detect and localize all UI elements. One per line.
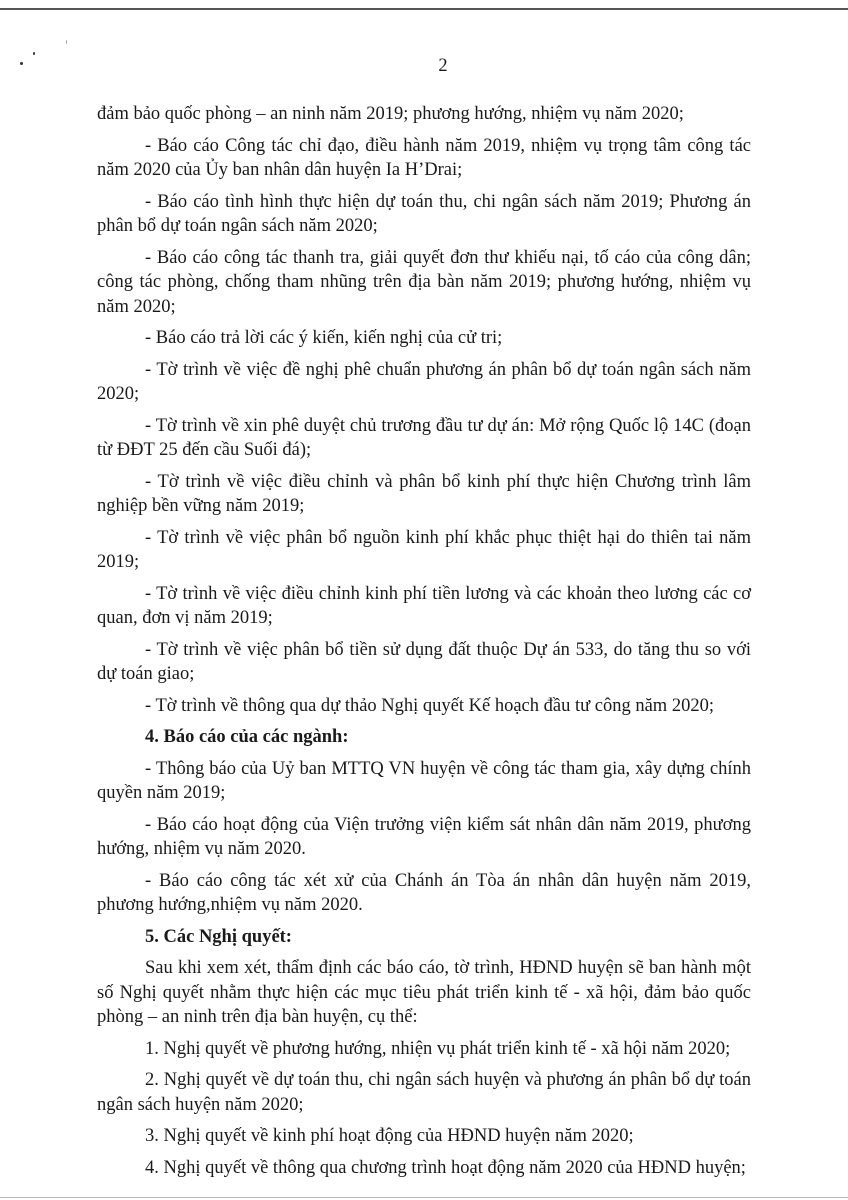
scan-bottom-edge <box>0 1197 848 1198</box>
list-item: - Tờ trình về việc đề nghị phê chuẩn phương án phân bổ dự toán ngân sách năm 2020; <box>97 359 751 404</box>
list-item: 2. Nghị quyết về dự toán thu, chi ngân sách huyện và phương án phân bổ dự toán ngân sách huyện năm 2020; <box>97 1070 751 1115</box>
section-heading: 4. Báo cáo của các ngành: <box>145 727 349 747</box>
page-number: 2 <box>438 56 448 76</box>
list-item: - Báo cáo tình hình thực hiện dự toán thu, chi ngân sách năm 2019; Phương án phân bổ dự toán ngân sách năm 2020; <box>97 191 751 236</box>
document-body <box>97 102 751 1187</box>
list-item: - Báo cáo hoạt động của Viện trưởng viện kiểm sát nhân dân năm 2019, phương hướng, nhiệm vụ năm 2020. <box>97 814 751 859</box>
section-heading: 5. Các Nghị quyết: <box>145 926 292 947</box>
scan-speck <box>66 40 67 44</box>
list-item: 4. Nghị quyết về thông qua chương trình hoạt động năm 2020 của HĐND huyện; <box>145 1157 746 1178</box>
scan-speck <box>33 52 35 55</box>
list-item: - Báo cáo công tác thanh tra, giải quyết đơn thư khiếu nại, tố cáo của công dân; công tác phòng, chống tham nhũng trên địa bàn năm 2019; phương hướng, nhiệm vụ năm 2020; <box>97 247 751 317</box>
list-item: - Tờ trình về việc điều chỉnh kinh phí tiền lương và các khoản theo lương các cơ quan, đơn vị năm 2019; <box>97 583 751 628</box>
list-item: - Báo cáo Công tác chỉ đạo, điều hành năm 2019, nhiệm vụ trọng tâm công tác năm 2020 của Ủy ban nhân dân huyện Ia H’Drai; <box>97 135 751 180</box>
list-item: - Tờ trình về việc phân bổ nguồn kinh phí khắc phục thiệt hại do thiên tai năm 2019; <box>97 527 751 572</box>
list-item: - Thông báo của Uỷ ban MTTQ VN huyện về công tác tham gia, xây dựng chính quyền năm 2019; <box>97 758 751 803</box>
list-item: 3. Nghị quyết về kinh phí hoạt động của HĐND huyện năm 2020; <box>145 1126 634 1146</box>
list-item: - Báo cáo công tác xét xử của Chánh án Tòa án nhân dân huyện năm 2019, phương hướng,nhiệm vụ năm 2020. <box>97 870 751 915</box>
list-item: - Tờ trình về thông qua dự thảo Nghị quyết Kế hoạch đầu tư công năm 2020; <box>145 695 714 716</box>
paragraph: đảm bảo quốc phòng – an ninh năm 2019; phương hướng, nhiệm vụ năm 2020; <box>97 104 684 124</box>
list-item: - Báo cáo trả lời các ý kiến, kiến nghị của cử tri; <box>145 328 503 348</box>
list-item: - Tờ trình về việc phân bổ tiền sử dụng đất thuộc Dự án 533, do tăng thu so với dự toán giao; <box>97 639 751 684</box>
scan-top-edge <box>0 8 848 10</box>
paragraph: Sau khi xem xét, thẩm định các báo cáo, tờ trình, HĐND huyện sẽ ban hành một số Nghị quyết nhằm thực hiện các mục tiêu phát triển kinh tế - xã hội, đảm bảo quốc phòng – an ninh trên địa bàn huyện, cụ thể: <box>97 958 751 1027</box>
list-item: - Tờ trình về xin phê duyệt chủ trương đầu tư dự án: Mở rộng Quốc lộ 14C (đoạn từ ĐĐT 25 đến cầu Suối đá); <box>97 415 751 460</box>
list-item: 1. Nghị quyết về phương hướng, nhiện vụ phát triển kinh tế - xã hội năm 2020; <box>145 1038 731 1059</box>
list-item: - Tờ trình về việc điều chỉnh và phân bổ kinh phí thực hiện Chương trình lâm nghiệp bền vững năm 2019; <box>97 471 751 516</box>
